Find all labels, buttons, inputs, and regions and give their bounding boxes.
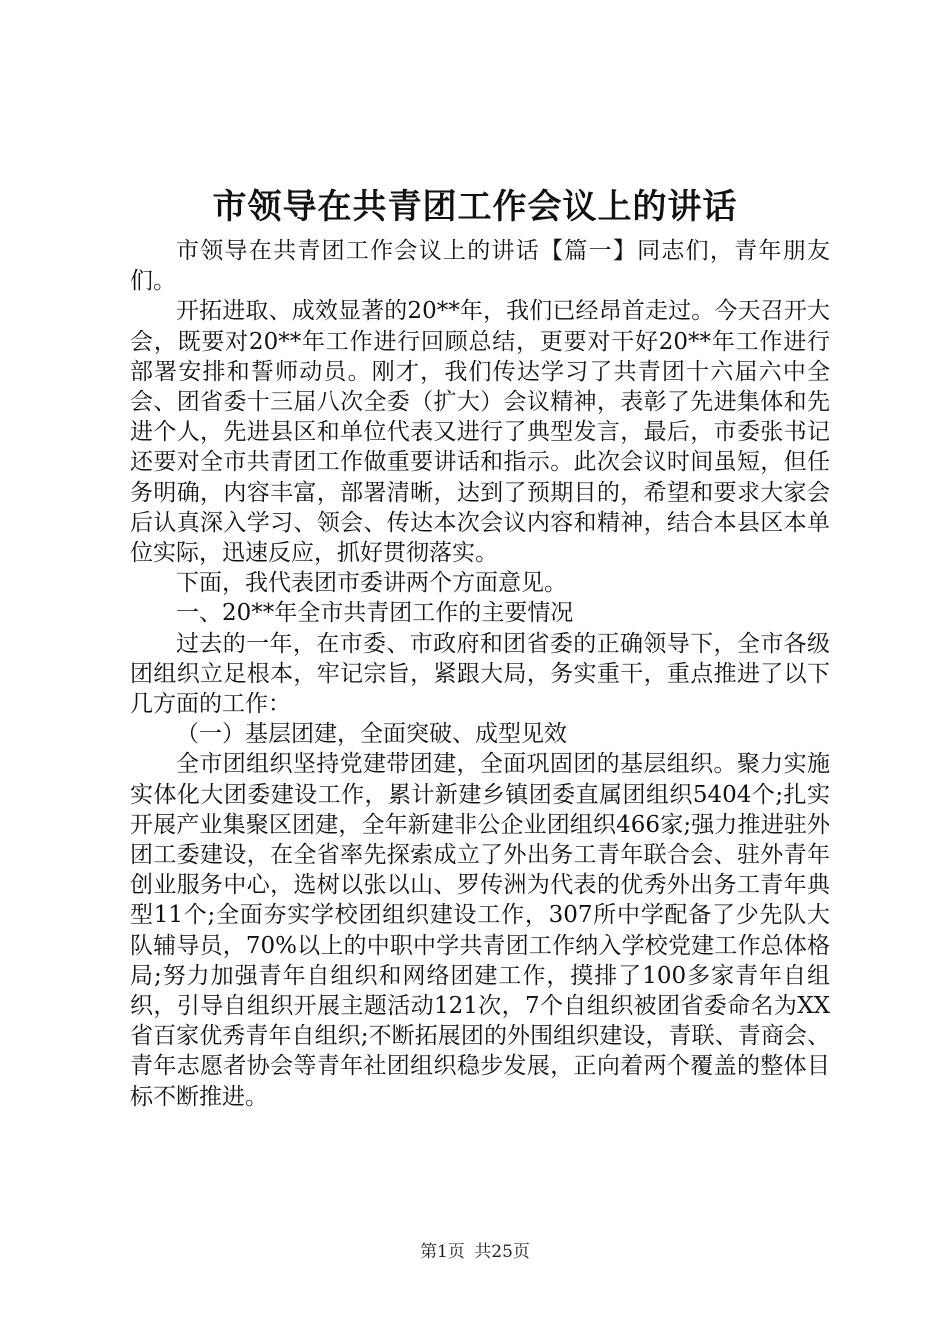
paragraph: 过去的一年，在市委、市政府和团省委的正确领导下，全市各级团组织立足根本，牢记宗旨，紧跟大局，务实重干，重点推进了以下几方面的工作： [130,630,830,718]
page-footer [0,1240,950,1264]
section-heading: 一、20**年全市共青团工作的主要情况 [176,600,574,627]
document-body [130,236,830,1112]
paragraph: 市领导在共青团工作会议上的讲话【篇一】同志们，青年朋友们。 [130,238,830,295]
subsection-heading: （一）基层团建，全面突破、成型见效 [176,721,567,748]
paragraph: 下面，我代表团市委讲两个方面意见。 [176,570,567,597]
page-total: 共25页 [474,1242,530,1262]
paragraph: 开拓进取、成效显著的20**年，我们已经昂首走过。今天召开大会，既要对20**年工作进行回顾总结，更要对干好20**年工作进行部署安排和誓师动员。刚才，我们传达学习了共青团十六届六中全会、团省委十三届八次全委（扩大）会议精神，表彰了先进集体和先进个人，先进县区和单位代表又进行了典型发言，最后，市委张书记还要对全市共青团工作做重要讲话和指示。此次会议时间虽短，但任务明确，内容丰富，部署清晰，达到了预期目的，希望和要求大家会后认真深入学习、领会、传达本次会议内容和精神，结合本县区本单位实际，迅速反应，抓好贯彻落实。 [130,298,830,567]
page-number: 第1页 [420,1242,465,1262]
document-title: 市领导在共青团工作会议上的讲话 [212,187,738,227]
paragraph: 全市团组织坚持党建带团建，全面巩固团的基层组织。聚力实施实体化大团委建设工作，累计新建乡镇团委直属团组织5404个;扎实开展产业集聚区团建，全年新建非公企业团组织466家;强力推进驻外团工委建设，在全省率先探索成立了外出务工青年联合会、驻外青年创业服务中心，选树以张以山、罗传洲为代表的优秀外出务工青年典型11个;全面夯实学校团组织建设工作，307所中学配备了少先队大队辅导员，70%以上的中职中学共青团工作纳入学校党建工作总体格局;努力加强青年自组织和网络团建工作，摸排了100多家青年自组织，引导自组织开展主题活动121次，7个自组织被团省委命名为XX省百家优秀青年自组织;不断拓展团的外围组织建设，青联、青商会、青年志愿者协会等青年社团组织稳步发展，正向着两个覆盖的整体目标不断推进。 [130,751,830,1110]
